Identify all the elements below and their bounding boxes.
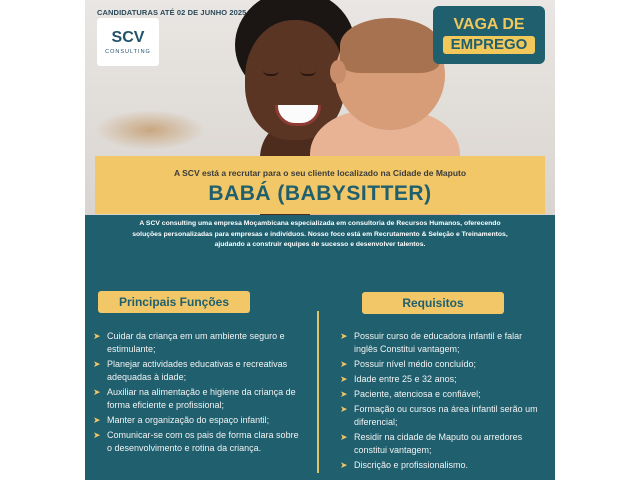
logo-text: SCV: [111, 28, 145, 46]
title-band: [95, 156, 545, 214]
list-item: [93, 330, 303, 356]
requirements-list: [340, 330, 540, 474]
job-badge-line1: VAGA DE: [453, 16, 525, 33]
job-badge-line2: EMPREGO: [443, 36, 536, 54]
function-text: Cuidar da criança em um ambiente seguro e estimulante;: [107, 331, 285, 354]
list-item: [340, 431, 540, 457]
logo-mark: [112, 30, 145, 46]
function-text: Planejar actividades educativas e recreativas adequadas à idade;: [107, 359, 288, 382]
list-item: [340, 330, 540, 356]
arrow-right-icon: ➤: [340, 374, 348, 384]
arrow-right-icon: ➤: [340, 404, 348, 414]
arrow-right-icon: ➤: [340, 331, 348, 341]
requirement-text: Idade entre 25 e 32 anos;: [354, 374, 457, 384]
requirement-text: Possuir curso de educadora infantil e falar inglês Constitui vantagem;: [354, 331, 523, 354]
function-text: Manter a organização do espaço infantil;: [107, 415, 270, 425]
background-blur: [95, 110, 205, 150]
functions-heading: Principais Funções: [98, 291, 250, 313]
arrow-right-icon: ➤: [93, 430, 101, 440]
arrow-right-icon: ➤: [340, 432, 348, 442]
list-item: [340, 358, 540, 371]
arrow-right-icon: ➤: [340, 389, 348, 399]
arrow-right-icon: ➤: [93, 331, 101, 341]
list-item: [340, 403, 540, 429]
column-divider: [317, 311, 319, 473]
arrow-right-icon: ➤: [340, 460, 348, 470]
list-item: [93, 414, 303, 427]
job-poster: [85, 0, 555, 480]
function-text: Auxiliar na alimentação e higiene da criança de forma eficiente e profissional;: [107, 387, 296, 410]
requirements-heading: Requisitos: [362, 292, 504, 314]
arrow-right-icon: ➤: [93, 415, 101, 425]
requirement-text: Possuir nível médio concluído;: [354, 359, 477, 369]
company-description: A SCV consulting uma empresa Moçambicana especializada em consultoria de Recursos Humanos, oferecendo soluções personalizadas para empresas e indivíduos. Nosso foco está em Recrutamento & Seleção e Treinamentos, ajudando a construir equipes de sucesso e desenvolver talentos.: [132, 220, 508, 248]
list-item: [340, 373, 540, 386]
requirement-text: Paciente, atenciosa e confiável;: [354, 389, 481, 399]
function-text: Comunicar-se com os pais de forma clara sobre o desenvolvimento e rotina da criança.: [107, 430, 299, 453]
arrow-right-icon: ➤: [93, 359, 101, 369]
job-title: BABÁ (BABYSITTER): [208, 182, 432, 205]
logo-subtitle: CONSULTING: [105, 48, 151, 55]
functions-list: [93, 330, 303, 457]
requirement-text: Residir na cidade de Maputo ou arredores constitui vantagem;: [354, 432, 523, 455]
scv-logo: [97, 18, 159, 66]
list-item: [340, 388, 540, 401]
baby-ear: [330, 60, 346, 84]
application-deadline: CANDIDATURAS ATÉ 02 DE JUNHO 2025: [97, 8, 247, 17]
list-item: [93, 429, 303, 455]
list-item: [93, 386, 303, 412]
requirement-text: Formação ou cursos na área infantil serão um diferencial;: [354, 404, 538, 427]
list-item: [340, 459, 540, 472]
requirement-text: Discrição e profissionalismo.: [354, 460, 469, 470]
arrow-right-icon: ➤: [93, 387, 101, 397]
list-item: [93, 358, 303, 384]
job-badge: [433, 6, 545, 64]
recruitment-intro: A SCV está a recrutar para o seu cliente localizado na Cidade de Maputo: [173, 168, 467, 178]
arrow-right-icon: ➤: [340, 359, 348, 369]
baby-hair: [340, 18, 440, 73]
